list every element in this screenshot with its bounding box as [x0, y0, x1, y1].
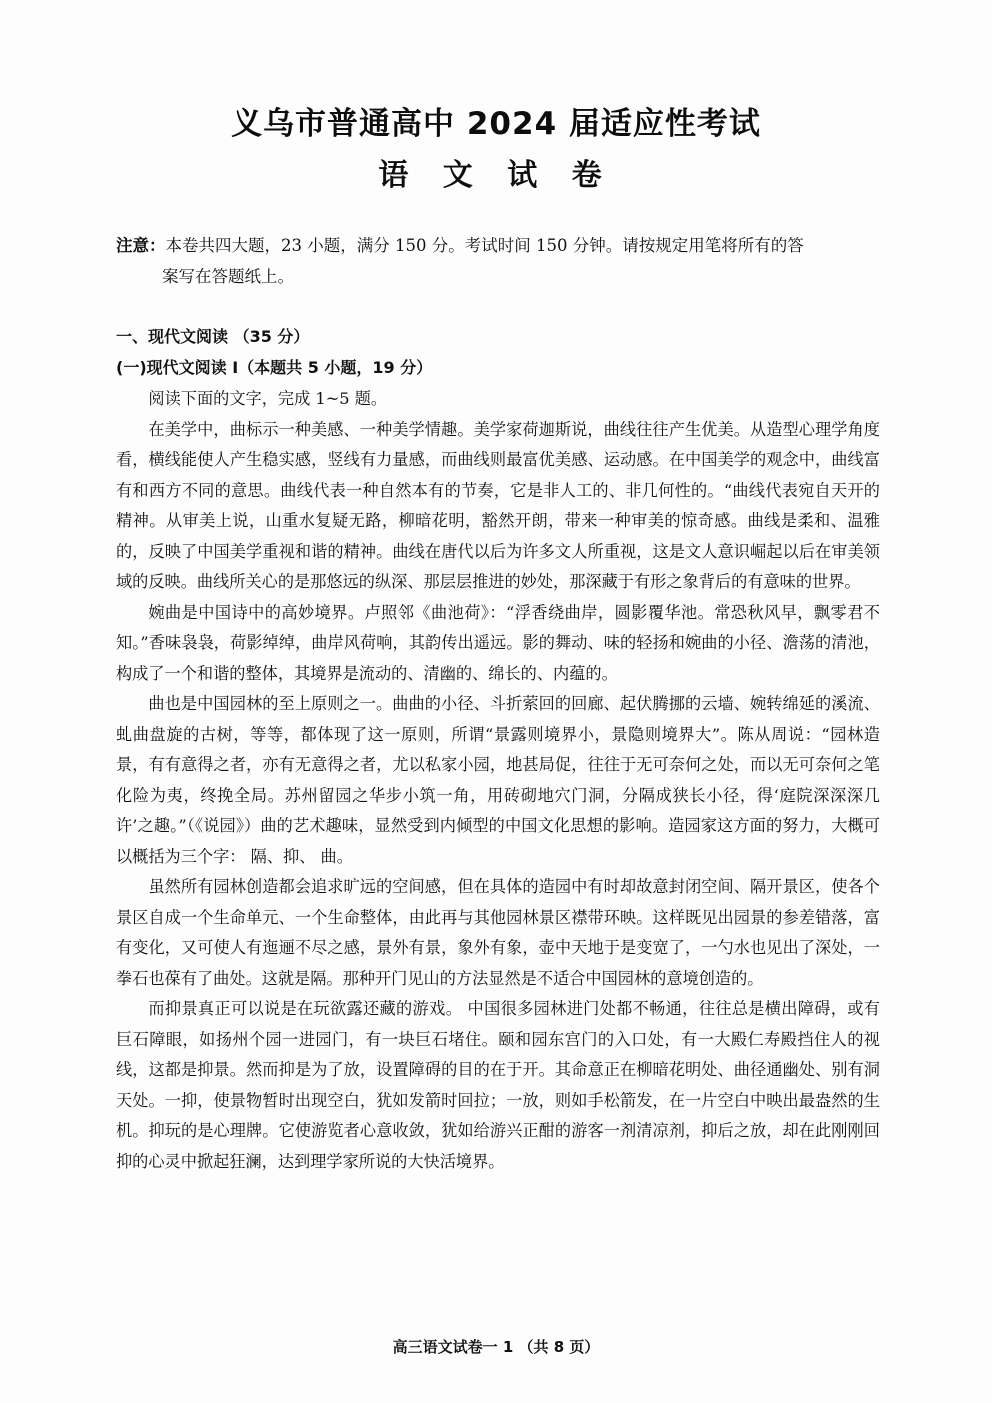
- passage-instruction: 阅读下面的文字，完成 1~5 题。: [148, 389, 388, 408]
- passage-paragraph: 曲也是中国园林的至上原则之一。曲曲的小径、斗折萦回的回廊、起伏腾挪的云墙、婉转绵延的溪流、虬曲盘旋的古树，等等，都体现了这一原则，所谓“景露则境界小，景隐则境界大”。陈从周说：“园林造景，有有意得之者，亦有无意得之者，尤以私家小园，地甚局促，往往于无可奈何之处，而以无可奈何之笔化险为夷，终挽全局。苏州留园之华步小筑一角，用砖砌地穴门洞，分隔成狭长小径，得‘庭院深深深几许’之趣。”（《说园》）曲的艺术趣味，显然受到内倾型的中国文化思想的影响。造园家这方面的努力，大概可以概括为三个字： 隔、抑、 曲。: [116, 694, 880, 866]
- passage-paragraph: 在美学中，曲标示一种美感、一种美学情趣。美学家荷迦斯说，曲线往往产生优美。从造型心理学角度看，横线能使人产生稳实感，竖线有力量感，而曲线则最富优美感、运动感。在中国美学的观念中，曲线富有和西方不同的意思。曲线代表一种自然本有的节奏，它是非人工的、非几何性的。“曲线代表宛自天开的精神。从审美上说，山重水复疑无路，柳暗花明，豁然开朗，带来一种审美的惊奇感。曲线是柔和、温雅的，反映了中国美学重视和谐的精神。曲线在唐代以后为许多文人所重视，这是文人意识崛起以后在审美领域的反映。曲线所关心的是那悠远的纵深、那层层推进的妙处，那深藏于有形之象背后的有意味的世界。: [116, 419, 880, 591]
- notice-line-1: [116, 230, 882, 261]
- exam-title: 义乌市普通高中 2024 届适应性考试: [231, 106, 761, 142]
- passage-paragraph: 婉曲是中国诗中的高妙境界。卢照邻《曲池荷》：“浮香绕曲岸，圆影覆华池。常恐秋风早，飘零君不知。”香味袅袅，荷影绰绰，曲岸风荷响，其韵传出遥远。影的舞动、味的轻扬和婉曲的小径、澹荡的清池，构成了一个和谐的整体，其境界是流动的、清幽的、绵长的、内蕴的。: [116, 602, 880, 683]
- exam-subject-title: 语 文 试 卷: [378, 158, 614, 193]
- reading-passage: [116, 384, 880, 1177]
- page-footer: 高三语文试卷一 1 （共 8 页）: [392, 1338, 600, 1356]
- notice-label: 注意：: [116, 236, 166, 255]
- notice-text-1: 本卷共四大题，23 小题，满分 150 分。考试时间 150 分钟。请按规定用笔将所有的答: [165, 236, 804, 255]
- passage-paragraph: 虽然所有园林创造都会追求旷远的空间感，但在具体的造园中有时却故意封闭空间、隔开景区，使各个景区自成一个生命单元、一个生命整体，由此再与其他园林景区襟带环映。这样既见出园景的参差错落，富有变化，又可使人有迤逦不尽之感，景外有景，象外有象，壶中天地于是变宽了，一勺水也见出了深处，一拳石也葆有了曲处。这就是隔。那种开门见山的方法显然是不适合中国园林的意境创造的。: [116, 877, 880, 988]
- notice-text-2: 案写在答题纸上。: [162, 267, 294, 286]
- section-heading: 一、现代文阅读 （35 分）: [116, 327, 310, 346]
- passage-paragraph: 而抑景真正可以说是在玩欲露还藏的游戏。 中国很多园林进门处都不畅通，往往总是横出障碍，或有巨石障眼，如扬州个园一进园门，有一块巨石堵住。颐和园东宫门的入口处，有一大殿仁寿殿挡住人的视线，这都是抑景。然而抑是为了放，设置障碍的目的在于开。其命意正在柳暗花明处、曲径通幽处、别有洞天处。一抑，使景物暂时出现空白，犹如发箭时回拉；一放，则如手松箭发，在一片空白中映出最盎然的生机。抑玩的是心理牌。它使游览者心意收敛，犹如给游兴正酣的游客一剂清凉剂，抑后之放，却在此刚刚回抑的心灵中掀起狂澜，达到理学家所说的大快活境界。: [116, 999, 880, 1171]
- section-subheading: (一)现代文阅读 I（本题共 5 小题，19 分）: [116, 358, 433, 377]
- exam-notice: [116, 230, 882, 292]
